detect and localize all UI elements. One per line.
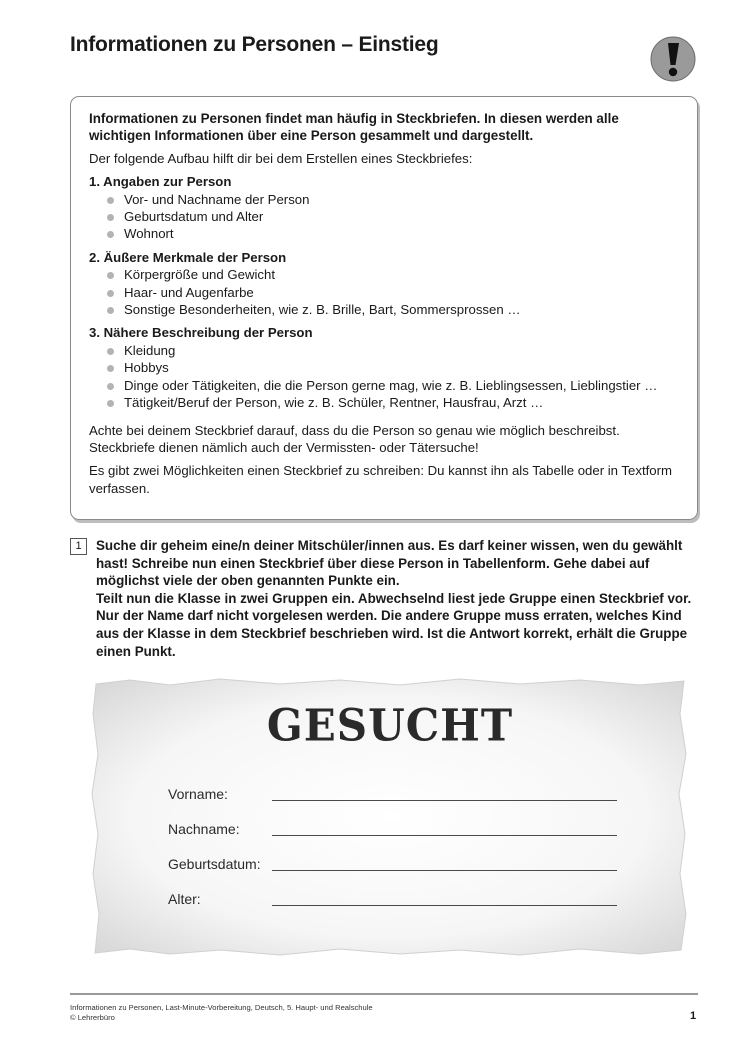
format-note-text: Es gibt zwei Möglichkeiten einen Steckbrief zu schreiben: Du kannst ihn als Tabelle oder in Textform verfassen.: [89, 463, 672, 496]
info-box: [70, 96, 698, 520]
age-line: [272, 905, 617, 906]
list-item: Vor- und Nachname der Person: [106, 191, 679, 208]
list-item: Haar- und Augenfarbe: [106, 284, 679, 301]
birthdate-line: [272, 870, 617, 871]
footer-copyright: © Lehrerbüro: [70, 1012, 115, 1022]
birthdate-label: Geburtsdatum:: [168, 856, 261, 872]
list-item: Wohnort: [106, 225, 679, 242]
list-item: Geburtsdatum und Alter: [106, 208, 679, 225]
wanted-poster: [90, 674, 690, 956]
footer-divider: [70, 993, 698, 995]
exclamation-icon: [650, 36, 696, 82]
section-heading-appearance: 2. Äußere Merkmale der Person: [89, 249, 287, 265]
section-heading-description: 3. Nähere Beschreibung der Person: [89, 325, 313, 341]
list-item: Sonstige Besonderheiten, wie z. B. Brille, Bart, Sommersprossen …: [106, 301, 679, 318]
intro-text: Der folgende Aufbau hilft dir bei dem Erstellen eines Steckbriefes:: [89, 150, 473, 166]
note-text: Achte bei deinem Steckbrief darauf, dass du die Person so genau wie möglich beschreibst. Steckbriefe dienen nämlich auch der Vermissten- oder Tätersuche!: [89, 422, 620, 455]
task-block: [70, 537, 702, 660]
footer: [70, 1003, 373, 1022]
list-item: Tätigkeit/Beruf der Person, wie z. B. Schüler, Rentner, Hausfrau, Arzt …: [106, 394, 679, 411]
page-title: Informationen zu Personen – Einstieg: [70, 33, 439, 56]
age-label: Alter:: [168, 891, 201, 907]
last-name-line: [272, 835, 617, 836]
intro-bold-text: Informationen zu Personen findet man häufig in Steckbriefen. In diesen werden alle wichtigen Informationen über eine Person gesammelt und dargestellt.: [89, 111, 619, 144]
first-name-line: [272, 800, 617, 801]
section-list-description: [89, 342, 679, 412]
page-number: 1: [690, 1010, 697, 1022]
list-item: Kleidung: [106, 342, 679, 359]
task-number: 1: [70, 538, 87, 555]
task-text-1: Suche dir geheim eine/n deiner Mitschüler/innen aus. Es darf keiner wissen, wen du gewählt hast! Schreibe nun einen Steckbrief über diese Person in Tabellenform. Gehe dabei auf möglichst viele der oben genannten Punkte ein.: [96, 538, 683, 589]
last-name-label: Nachname:: [168, 821, 240, 837]
list-item: Dinge oder Tätigkeiten, die die Person gerne mag, wie z. B. Lieblingsessen, Lieblingstier …: [106, 377, 679, 394]
list-item: Hobbys: [106, 359, 679, 376]
list-item: Körpergröße und Gewicht: [106, 266, 679, 283]
section-heading-personal: 1. Angaben zur Person: [89, 174, 232, 190]
section-list-personal: [89, 191, 679, 243]
first-name-label: Vorname:: [168, 786, 228, 802]
footer-source: Informationen zu Personen, Last-Minute-Vorbereitung, Deutsch, 5. Haupt- und Realschule: [70, 1003, 373, 1012]
section-list-appearance: [89, 266, 679, 318]
wanted-title: GESUCHT: [266, 699, 514, 752]
task-text-2: Teilt nun die Klasse in zwei Gruppen ein. Abwechselnd liest jede Gruppe einen Steckbrief vor. Nur der Name darf nicht vorgelesen werden. Die andere Gruppe muss erraten, welches Kind aus der Klasse in dem Steckbrief beschrieben wird. Ist die Antwort korrekt, erhält die Gruppe einen Punkt.: [96, 590, 692, 659]
